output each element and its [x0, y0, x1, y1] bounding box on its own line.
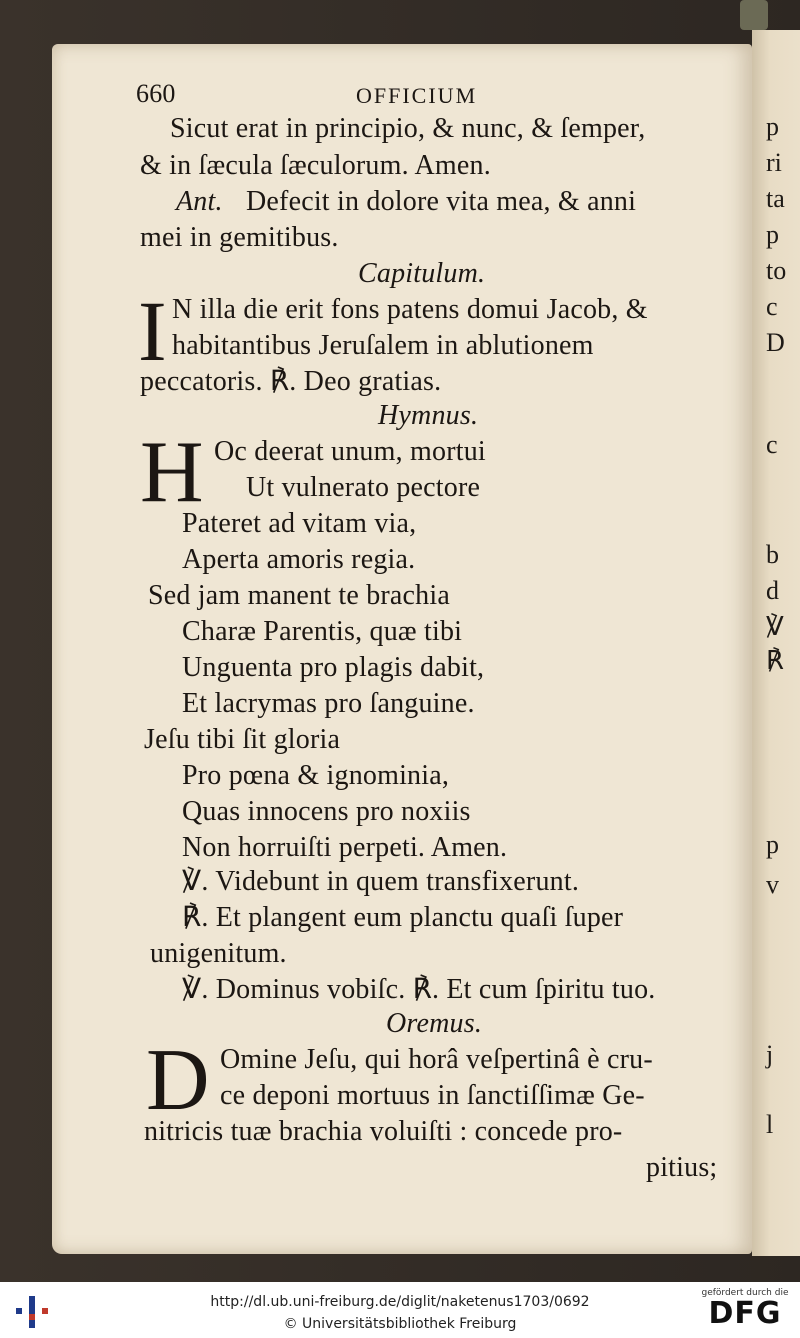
facing-fragment: ℣ — [766, 612, 784, 641]
hymn-line: Quas innocens pro noxiis — [182, 796, 471, 827]
page-number: 660 — [136, 79, 176, 108]
facing-fragment: c — [766, 292, 778, 321]
facing-fragment: p — [766, 830, 779, 859]
prayer-line: Omine Jeſu, qui horâ veſpertinâ è cru- — [220, 1044, 653, 1075]
drop-cap: D — [146, 1032, 210, 1129]
hymn-line: Pateret ad vitam via, — [182, 508, 417, 539]
drop-cap: H — [140, 424, 204, 521]
text-line: Defecit in dolore vita mea, & anni — [246, 186, 637, 217]
facing-fragment: c — [766, 430, 778, 459]
hymn-line: Sed jam manent te brachia — [148, 580, 450, 611]
funder-logo-text: DFG — [708, 1296, 782, 1331]
versicle-line: ℣. Videbunt in quem transfixerunt. — [182, 866, 580, 897]
text-line: & in ſæcula ſæculorum. Amen. — [140, 150, 491, 181]
drop-cap: I — [138, 283, 167, 379]
copyright-text: © Universitätsbibliothek Freiburg — [283, 1316, 517, 1332]
hymn-line: Jeſu tibi ſit gloria — [144, 724, 341, 755]
facing-fragment: ℟ — [766, 646, 784, 675]
facing-fragment: v — [766, 870, 779, 899]
hymn-line: Charæ Parentis, quæ tibi — [182, 616, 463, 647]
running-title: OFFICIUM — [356, 83, 478, 108]
facing-fragment: l — [766, 1110, 774, 1139]
facing-fragment: ri — [766, 148, 782, 177]
text-line: Sicut erat in principio, & nunc, & ſemper, — [170, 113, 646, 144]
text-line: habitantibus Jeruſalem in ablutionem — [172, 330, 594, 361]
text-line: unigenitum. — [150, 938, 287, 969]
facing-fragment: to — [766, 256, 787, 285]
versicle-line: ℣. Dominus vobiſc. ℟. Et cum ſpiritu tuo. — [182, 974, 656, 1005]
footer-bar — [0, 1282, 800, 1338]
facing-fragment: D — [766, 328, 785, 357]
catchword: pitius; — [646, 1152, 718, 1183]
facing-fragment: p — [766, 220, 779, 249]
facing-fragment: b — [766, 540, 779, 569]
prayer-line: ce deponi mortuus in ſanctiſſimæ Ge- — [220, 1080, 645, 1111]
hymn-line: Ut vulnerato pectore — [246, 472, 481, 503]
source-url-link[interactable]: http://dl.ub.uni-freiburg.de/diglit/naketenus1703/0692 — [210, 1294, 590, 1310]
antiphon-label: Ant. — [176, 186, 223, 217]
hymn-line: Non horruiſti perpeti. Amen. — [182, 832, 508, 863]
section-heading: Capitulum. — [358, 258, 486, 289]
hymn-line: Unguenta pro plagis dabit, — [182, 652, 485, 683]
funder-caption: gefördert durch die — [701, 1288, 789, 1298]
facing-fragment: p — [766, 112, 779, 141]
section-heading: Oremus. — [386, 1008, 483, 1039]
hymn-line: Et lacrymas pro ſanguine. — [182, 688, 475, 719]
facing-fragment: j — [766, 1040, 774, 1069]
text-line: mei in gemitibus. — [140, 222, 339, 253]
prayer-line: nitricis tuæ brachia voluiſti : concede pro- — [144, 1116, 623, 1147]
hymn-line: Aperta amoris regia. — [182, 544, 416, 575]
response-line: ℟. Et plangent eum planctu quaſi ſuper — [182, 902, 624, 933]
hymn-line: Pro pœna & ignominia, — [182, 760, 450, 791]
facing-fragment: ta — [766, 184, 785, 213]
hymn-line: Oc deerat unum, mortui — [214, 436, 486, 467]
dfg-logo — [700, 1288, 790, 1334]
text-line: N illa die erit fons patens domui Jacob, & — [172, 294, 648, 325]
text-line: peccatoris. ℟. Deo gratias. — [140, 366, 442, 397]
facing-fragment: d — [766, 576, 779, 605]
section-heading: Hymnus. — [378, 400, 479, 431]
